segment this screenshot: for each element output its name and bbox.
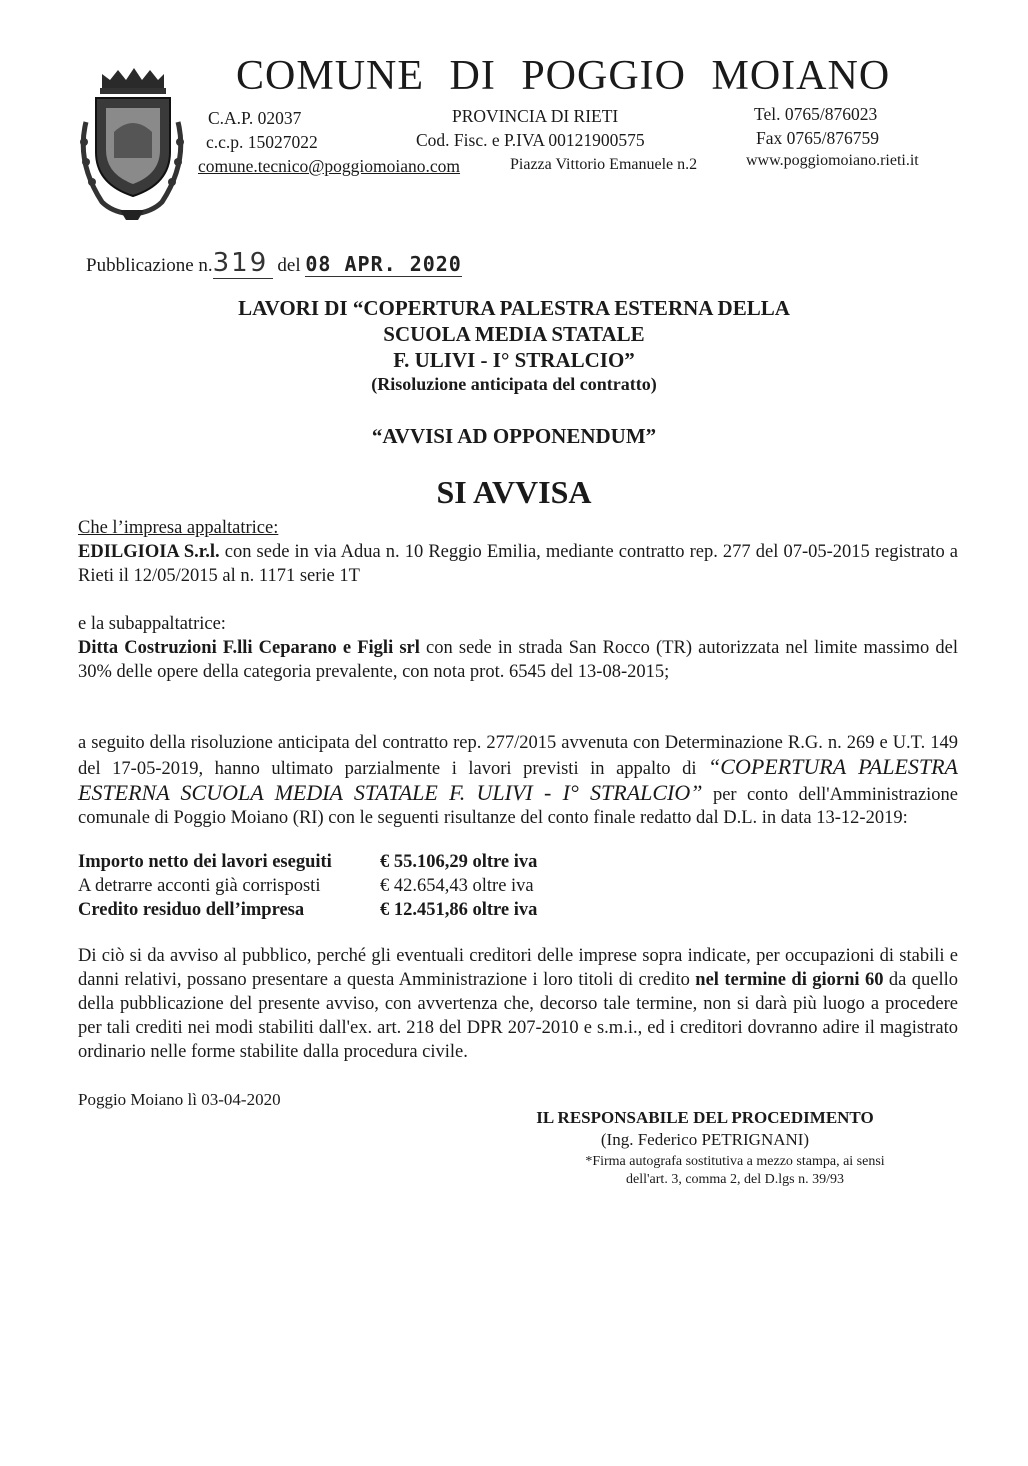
notice-text-1: Di ciò si da avviso al pubblico, perché gli eventuali creditori delle imprese sopra indicate, per occupazioni di stabili e danni relativi, possano presentare a questa Amministrazione i loro titoli di credito	[78, 946, 958, 990]
fax: Fax 0765/876759	[756, 128, 879, 148]
heading-line-3: F. ULIVI - I° STRALCIO”	[393, 348, 635, 372]
amount-row	[78, 876, 537, 900]
email-link[interactable]: comune.tecnico@poggiomoiano.com	[198, 156, 461, 176]
company-1-text: con sede in via Adua n. 10 Reggio Emilia, mediante contratto rep. 277 del 07-05-2015 registrato a Rieti il 12/05/2015 al n. 1171 serie 1T	[78, 542, 959, 586]
company-2-name: Ditta Costruzioni F.lli Ceparano e Figli srl	[78, 638, 420, 658]
company-2-text: con sede in strada San Rocco (TR) autorizzata nel limite massimo del 30% delle opere della categoria prevalente, con nota prot. 6545 del 13-08-2015;	[78, 638, 958, 682]
amount-label: A detrarre acconti già corrisposti	[78, 876, 321, 896]
works-text-a: a seguito della risoluzione anticipata del contratto rep. 277/2015 avvenuta con Determinazione R.G. n. 269 e U.T. 149 del 17-05-2019, hanno ultimato parzialmente i lavori previsti in appalto di	[78, 733, 958, 779]
heading-line-4: (Risoluzione anticipata del contratto)	[371, 374, 657, 394]
notice-text-2: da quello della pubblicazione del presente avviso, con avvertenza che, decorso tale termine, non si darà più luogo a procedere per tali crediti nei modi stabiliti dall'ex. art. 218 del DPR 207-2010 e s.m.i., ed i creditori dovranno adire il magistrato ordinario nelle forme stabilite dalla procedura civile.	[78, 970, 958, 1062]
publication-line	[86, 248, 462, 279]
signer-title: IL RESPONSABILE DEL PROCEDIMENTO	[536, 1108, 874, 1127]
works-paragraph	[78, 732, 958, 830]
publication-del: del	[277, 255, 301, 276]
amount-value: € 55.106,29 oltre iva	[380, 852, 538, 872]
si-avvisa-heading: SI AVVISA	[436, 474, 592, 510]
date-stamp: 08 APR. 2020	[305, 252, 462, 276]
heading-line-1: LAVORI DI “COPERTURA PALESTRA ESTERNA DELLA	[238, 296, 790, 320]
amount-label: Credito residuo dell’impresa	[78, 900, 305, 920]
municipal-crest	[72, 62, 192, 222]
address: Piazza Vittorio Emanuele n.2	[510, 156, 698, 173]
signature-note-1: *Firma autografa sostitutiva a mezzo stampa, ai sensi	[585, 1154, 885, 1169]
works-title: “COPERTURA PALESTRA ESTERNA SCUOLA MEDIA STATALE F. ULIVI - I° STRALCIO”	[78, 754, 958, 805]
signer-name: (Ing. Federico PETRIGNANI)	[600, 1130, 810, 1149]
intro-text: Che l’impresa appaltatrice:	[78, 518, 279, 538]
heading-line-2: SCUOLA MEDIA STATALE	[383, 322, 645, 346]
amounts-table	[78, 852, 537, 924]
intro-block	[78, 516, 958, 588]
place-date: Poggio Moiano lì 03-04-2020	[78, 1090, 281, 1109]
avvisi-heading: “AVVISI AD OPPONENDUM”	[371, 424, 657, 448]
amount-row	[78, 900, 537, 924]
sub-intro: e la subappaltatrice:	[78, 614, 226, 634]
notice-paragraph	[78, 944, 958, 1064]
telephone: Tel. 0765/876023	[754, 104, 878, 124]
amount-value: € 12.451,86 oltre iva	[380, 900, 538, 920]
ccp: c.c.p. 15027022	[206, 132, 318, 152]
municipality-title: COMUNE DI POGGIO MOIANO	[236, 53, 891, 99]
notice-deadline: nel termine di giorni 60	[695, 970, 884, 990]
publication-prefix: Pubblicazione n.	[86, 255, 213, 276]
codice-fiscale: Cod. Fisc. e P.IVA 00121900575	[416, 130, 645, 150]
publication-number: 319	[213, 248, 273, 279]
subcontractor-block	[78, 612, 958, 684]
company-1-name: EDILGIOIA S.r.l.	[78, 542, 220, 562]
provincia: PROVINCIA DI RIETI	[452, 106, 619, 126]
website-link[interactable]: www.poggiomoiano.rieti.it	[746, 152, 919, 169]
amount-row	[78, 852, 537, 876]
amount-label: Importo netto dei lavori eseguiti	[78, 852, 332, 872]
signature-note-2: dell'art. 3, comma 2, del D.lgs n. 39/93	[626, 1172, 844, 1187]
amount-value: € 42.654,43 oltre iva	[380, 876, 534, 896]
cap: C.A.P. 02037	[208, 108, 302, 128]
works-text-b: per conto dell'Amministrazione comunale di Poggio Moiano (RI) con le seguenti risultanze del conto finale redatto dal D.L. in data 13-12-2019:	[78, 785, 959, 828]
